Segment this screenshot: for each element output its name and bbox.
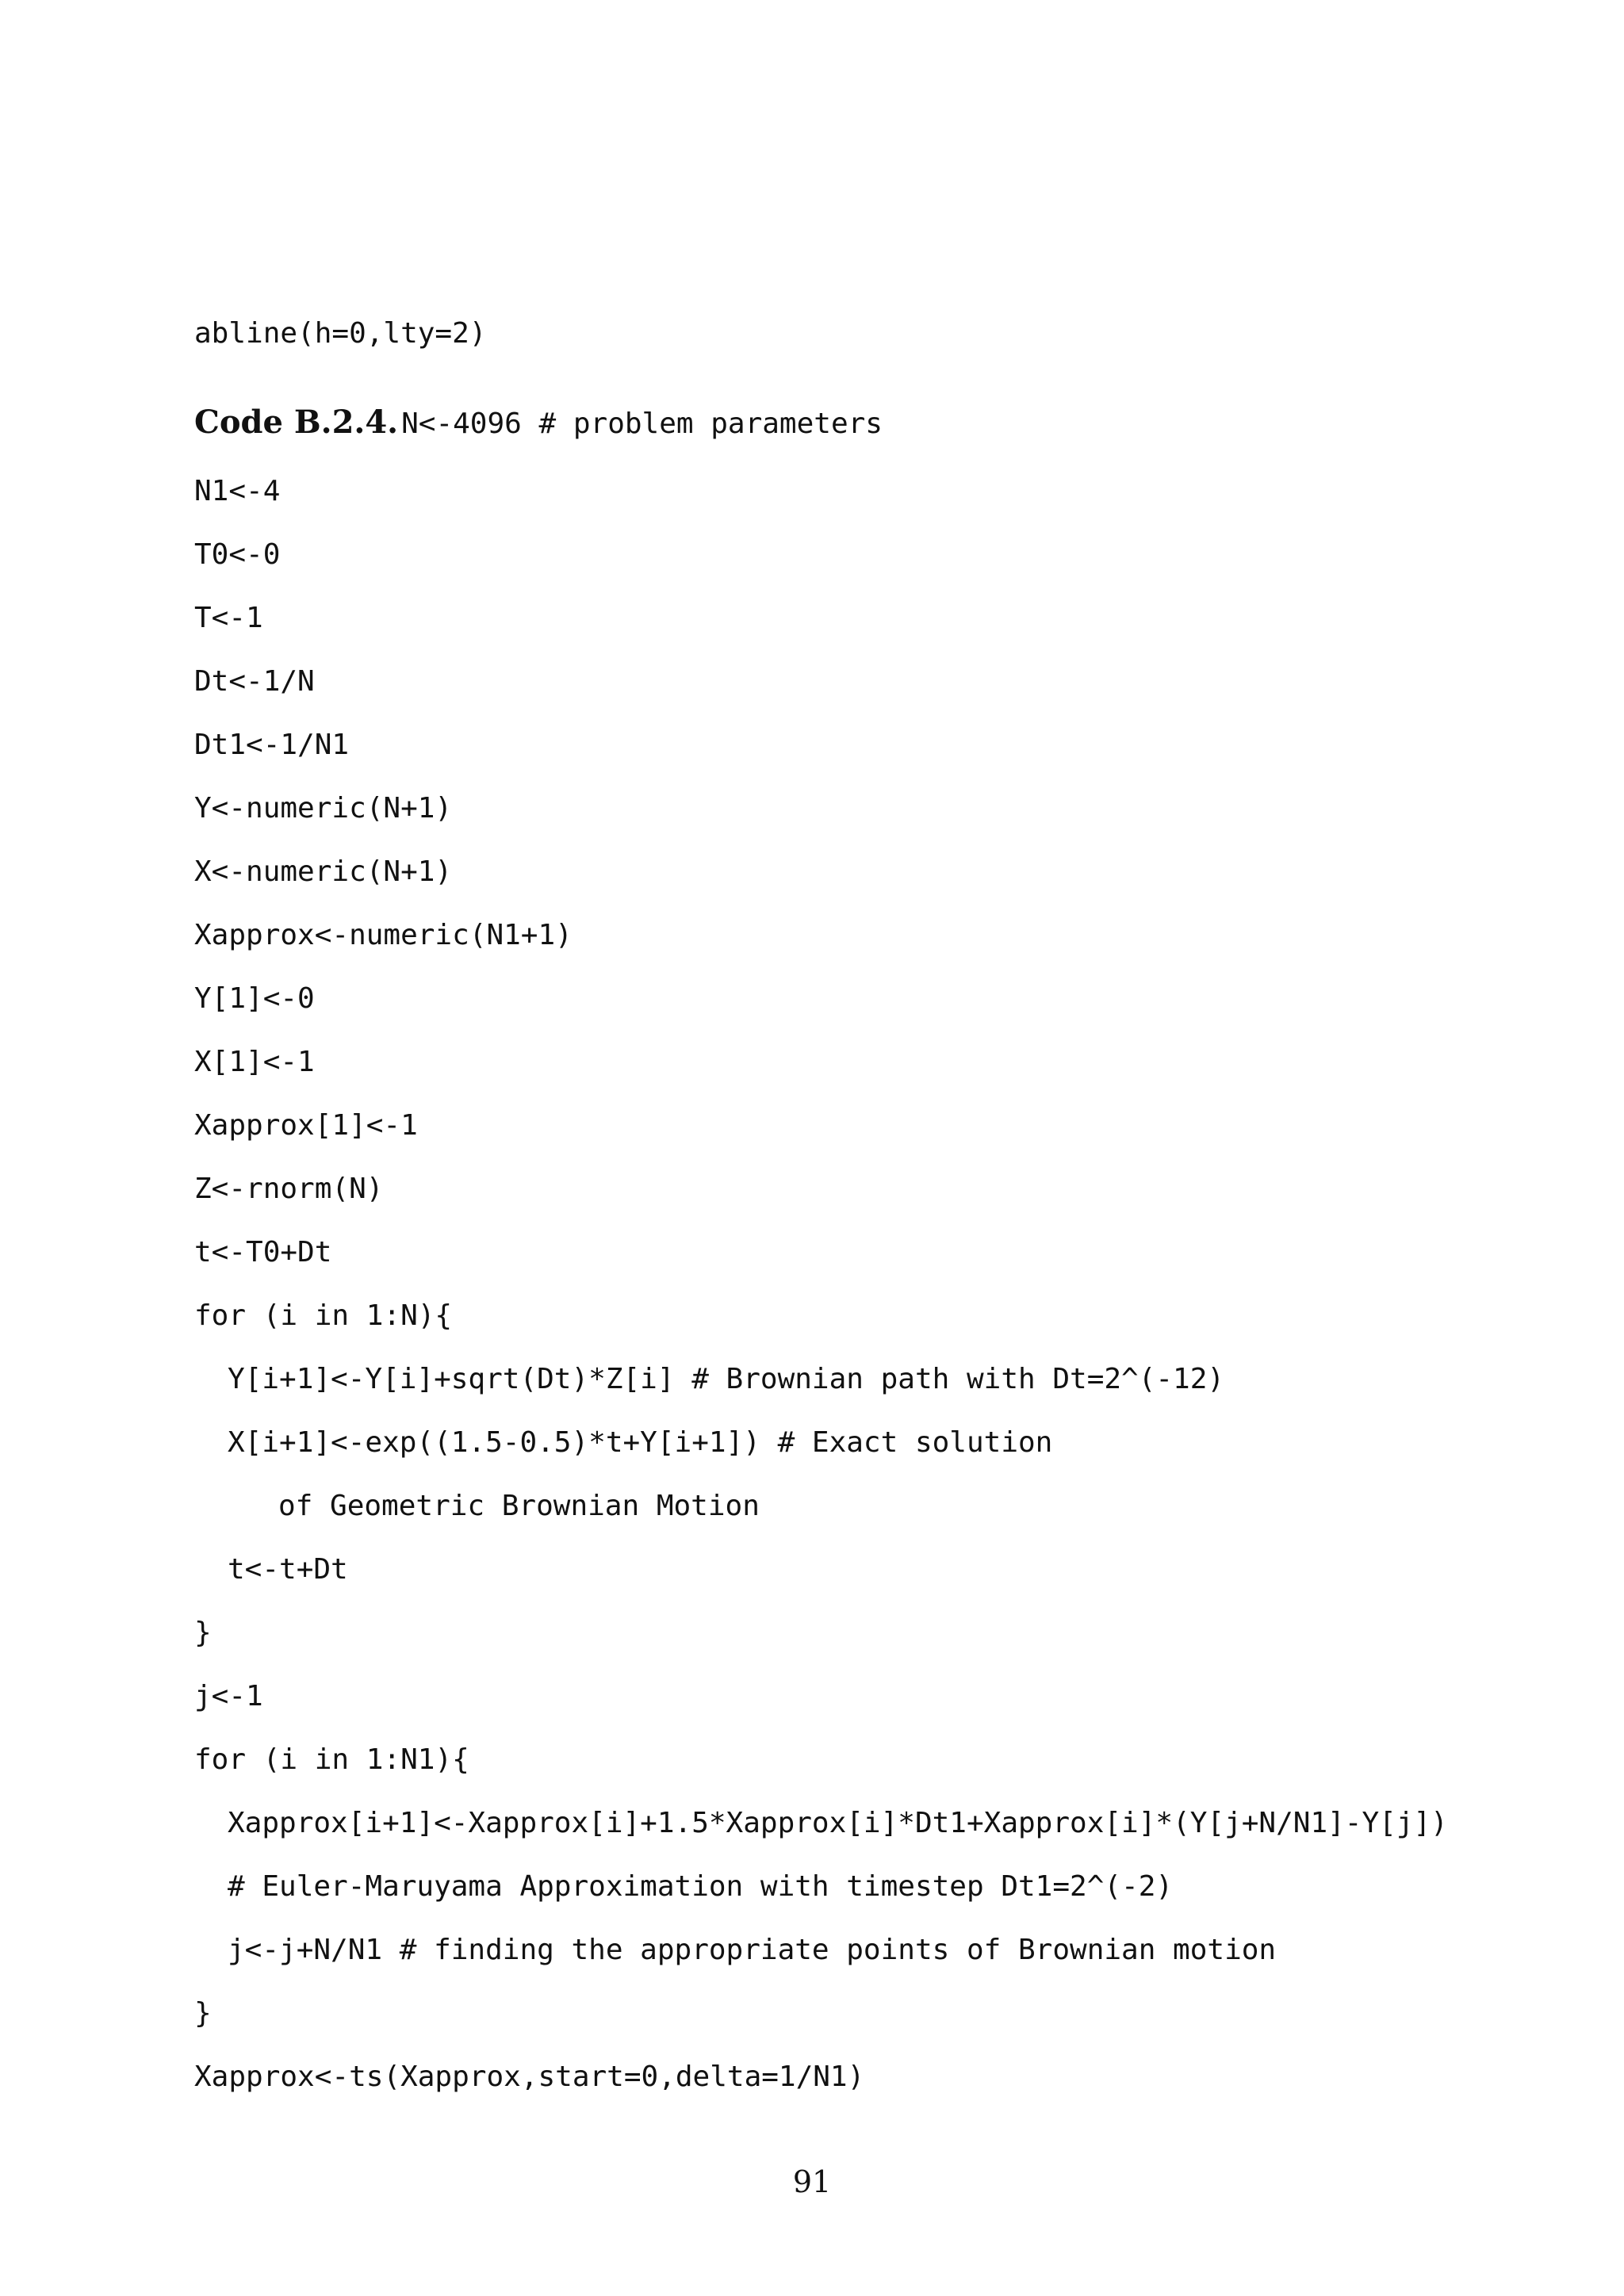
- code-line: for (i in 1:N1){: [194, 1743, 469, 1776]
- code-line: N1<-4: [194, 475, 281, 507]
- code-line-abline: abline(h=0,lty=2): [194, 317, 487, 350]
- code-line: Xapprox[1]<-1: [194, 1109, 418, 1142]
- code-line: X[i+1]<-exp((1.5-0.5)*t+Y[i+1]) # Exact solution: [228, 1426, 1053, 1459]
- code-heading: [194, 403, 883, 450]
- code-line: T0<-0: [194, 538, 281, 571]
- code-line: T<-1: [194, 602, 263, 634]
- code-line: # Euler-Maruyama Approximation with timestep Dt1=2^(-2): [228, 1870, 1174, 1903]
- code-label: Code B.2.4.: [194, 404, 399, 441]
- code-line: }: [194, 1997, 212, 2030]
- code-line: Xapprox[i+1]<-Xapprox[i]+1.5*Xapprox[i]*Dt1+Xapprox[i]*(Y[j+N/N1]-Y[j]): [228, 1807, 1448, 1839]
- code-line: Xapprox<-ts(Xapprox,start=0,delta=1/N1): [194, 2061, 865, 2093]
- code-line: t<-T0+Dt: [194, 1236, 332, 1269]
- page-number: 91: [792, 2164, 832, 2199]
- code-heading-statement: N<-4096 # problem parameters: [401, 408, 883, 440]
- code-line: Xapprox<-numeric(N1+1): [194, 919, 573, 951]
- code-line: for (i in 1:N){: [194, 1299, 453, 1332]
- code-line: Y[1]<-0: [194, 982, 315, 1015]
- code-line: Y[i+1]<-Y[i]+sqrt(Dt)*Z[i] # Brownian path with Dt=2^(-12): [228, 1363, 1225, 1395]
- code-line: Z<-rnorm(N): [194, 1173, 384, 1205]
- code-line: j<-1: [194, 1680, 263, 1712]
- code-line: Dt1<-1/N1: [194, 729, 350, 761]
- code-line: Dt<-1/N: [194, 665, 315, 698]
- code-line: j<-j+N/N1 # finding the appropriate points of Brownian motion: [228, 1934, 1277, 1966]
- code-line: }: [194, 1617, 212, 1649]
- code-line-continuation: of Geometric Brownian Motion: [278, 1490, 760, 1522]
- code-line: t<-t+Dt: [228, 1553, 348, 1586]
- code-line: X[1]<-1: [194, 1046, 315, 1078]
- code-line: Y<-numeric(N+1): [194, 792, 453, 825]
- code-line: X<-numeric(N+1): [194, 855, 453, 888]
